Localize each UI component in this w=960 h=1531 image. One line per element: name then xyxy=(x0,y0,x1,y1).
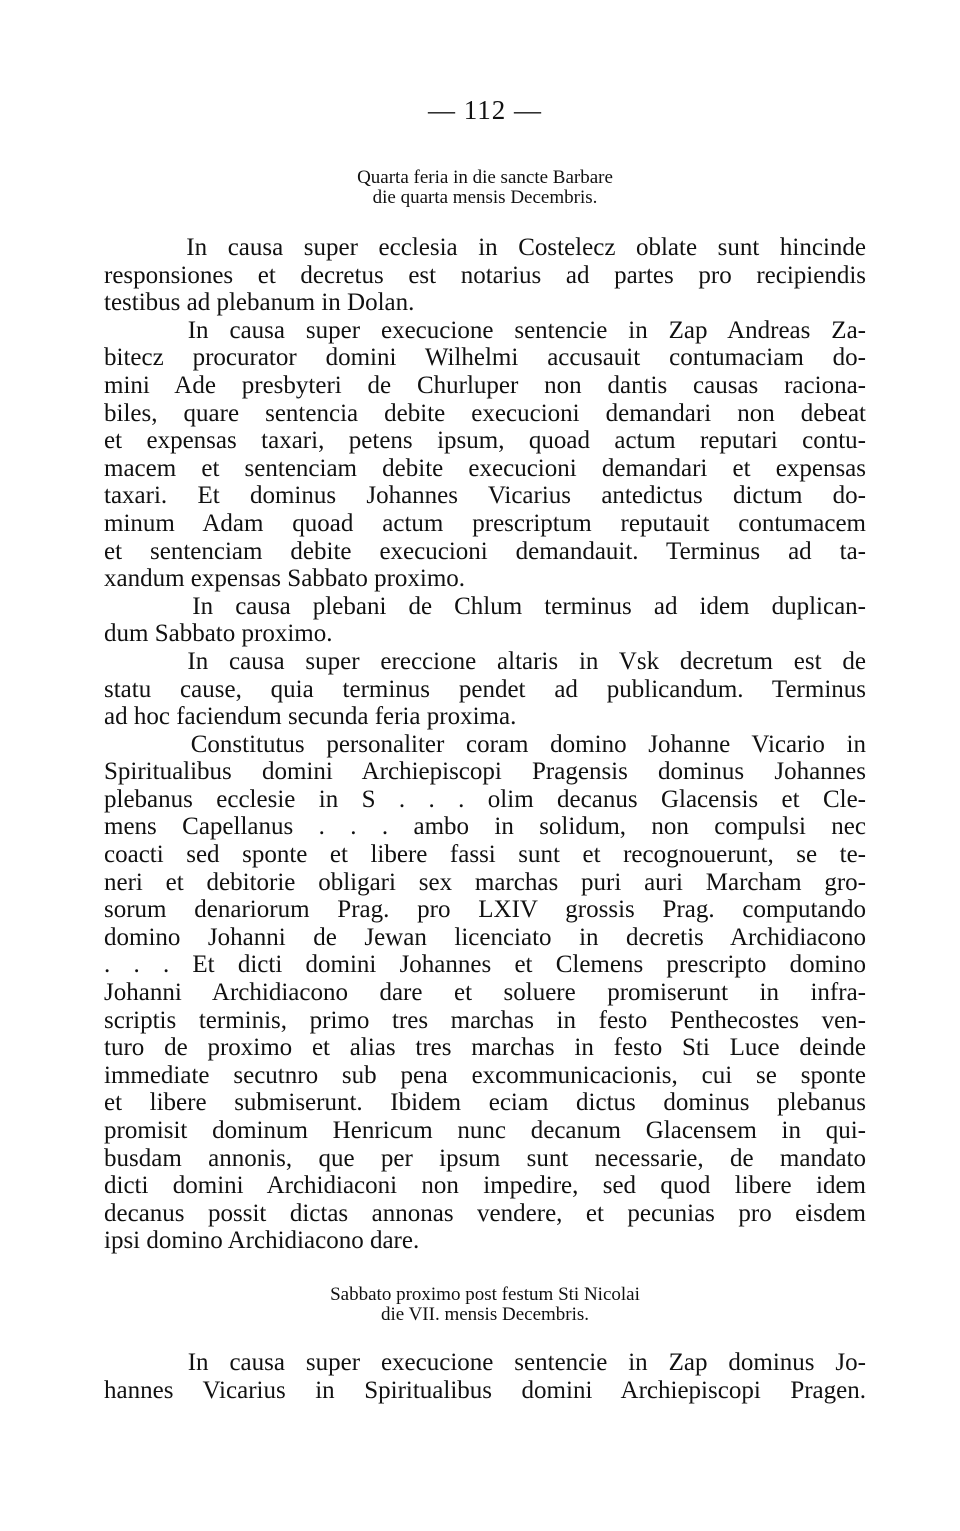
text-line: testibus ad plebanum in Dolan. xyxy=(104,289,415,317)
text-line: In causa super execucione sentencie in Zap Andreas Za- xyxy=(104,316,866,344)
text-line: macem et sentenciam debite execucioni demandari et expensas xyxy=(104,454,866,482)
page-number: — 112 — xyxy=(428,95,542,125)
text-line: busdam annonis, que per ipsum sunt necessarie, de mandato xyxy=(104,1144,866,1172)
heading-line: die quarta mensis Decembris. xyxy=(372,187,598,208)
text-line: mens Capellanus . . . ambo in solidum, non compulsi nec xyxy=(104,813,866,841)
text-line: minum Adam quoad actum prescriptum reputauit contumacem xyxy=(104,509,866,537)
text-line: Constitutus personaliter coram domino Johanne Vicario in xyxy=(104,730,866,758)
text-line: turo de proximo et alias tres marchas in festo Sti Luce deinde xyxy=(104,1034,866,1062)
text-line: dicti domini Archidiaconi non impedire, sed quod libere idem xyxy=(104,1172,866,1200)
text-line: sorum denariorum Prag. pro LXIV grossis Prag. computando xyxy=(104,896,866,924)
text-line: hannes Vicarius in Spiritualibus domini Archiepiscopi Pragen. xyxy=(104,1376,866,1404)
section-heading-2 xyxy=(104,1285,866,1325)
text-line: dum Sabbato proximo. xyxy=(104,620,333,648)
text-line: et expensas taxari, petens ipsum, quoad actum reputari contu- xyxy=(104,427,866,455)
text-line: domino Johanni de Jewan licenciato in decretis Archidiacono xyxy=(104,923,866,951)
section-heading-1 xyxy=(104,168,866,208)
text-line: . . . Et dicti domini Johannes et Clemens prescripto domino xyxy=(104,951,866,979)
text-line: statu cause, quia terminus pendet ad publicandum. Terminus xyxy=(104,675,866,703)
text-line: biles, quare sentencia debite execucioni demandari non debeat xyxy=(104,399,866,427)
text-line: mini Ade presbyteri de Churluper non dantis causas raciona- xyxy=(104,371,866,399)
text-line: promisit dominum Henricum nunc decanum Glacensem in qui- xyxy=(104,1117,866,1144)
text-line: Johanni Archidiacono dare et soluere promiserunt in infra- xyxy=(104,979,866,1007)
body-text-section-1 xyxy=(104,234,866,1255)
text-line: xandum expensas Sabbato proximo. xyxy=(104,565,466,593)
text-line: et libere submiserunt. Ibidem eciam dictus dominus plebanus xyxy=(104,1089,866,1117)
text-line: In causa super ereccione altaris in Vsk decretum est de xyxy=(104,647,866,675)
text-line: scriptis terminis, primo tres marchas in festo Penthecostes ven- xyxy=(104,1006,866,1034)
text-line: bitecz procurator domini Wilhelmi accusauit contumaciam do- xyxy=(104,344,866,372)
heading-line: Sabbato proximo post festum Sti Nicolai xyxy=(330,1283,640,1305)
text-line: plebanus ecclesie in S . . . olim decanus Glacensis et Cle- xyxy=(104,785,866,813)
heading-line: die VII. mensis Decembris. xyxy=(380,1303,590,1325)
text-line: Spiritualibus domini Archiepiscopi Pragensis dominus Johannes xyxy=(104,758,866,786)
body-text-section-2 xyxy=(104,1349,866,1404)
text-line: ad hoc faciendum secunda feria proxima. xyxy=(104,703,517,731)
heading-line: Quarta feria in die sancte Barbare xyxy=(357,167,613,188)
text-line: coacti sed sponte et libere fassi sunt et recognouerunt, se te- xyxy=(104,841,866,869)
text-line: et sentenciam debite execucioni demandauit. Terminus ad ta- xyxy=(104,537,866,565)
text-line: In causa super execucione sentencie in Zap dominus Jo- xyxy=(104,1348,866,1376)
text-line: immediate secutnro sub pena excommunicacionis, cui se sponte xyxy=(104,1061,866,1089)
text-line: taxari. Et dominus Johannes Vicarius antedictus dictum do- xyxy=(104,482,866,510)
text-line: neri et debitorie obligari sex marchas puri auri Marcham gro- xyxy=(104,868,866,896)
text-line: In causa plebani de Chlum terminus ad idem duplican- xyxy=(104,592,866,620)
text-line: In causa super ecclesia in Costelecz oblate sunt hincinde xyxy=(104,234,866,261)
text-line: decanus possit dictas annonas vendere, et pecunias pro eisdem xyxy=(104,1199,866,1227)
document-page xyxy=(104,92,866,1404)
text-line: ipsi domino Archidiacono dare. xyxy=(104,1227,420,1255)
text-line: responsiones et decretus est notarius ad partes pro recipiendis xyxy=(104,261,866,289)
